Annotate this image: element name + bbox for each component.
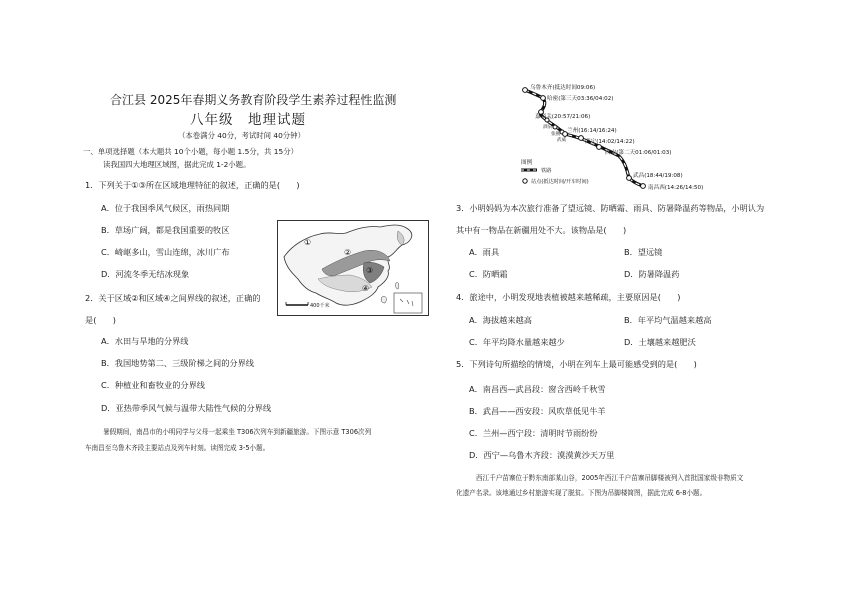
hainan-island — [381, 296, 386, 303]
section-intro: 读我国四大地理区域图，据此完成 1-2小题。 — [103, 160, 251, 169]
q4-option-c: C．年平均降水量越来越少 — [469, 337, 565, 347]
q2-option-a: A．水田与旱地的分界线 — [101, 336, 189, 346]
station-label-urumqi: 乌鲁木齐(抵达时间09:06) — [530, 85, 596, 91]
station-dot-xian — [597, 145, 602, 150]
q2-option-b: B．我国地势第二、三级阶梯之间的分界线 — [101, 358, 254, 368]
q4-stem: 4．旅途中，小明发现地表植被越来越稀疏，主要原因是( ) — [456, 292, 681, 302]
q2-option-c: C．种植业和畜牧业的分界线 — [101, 380, 205, 390]
station-dot-nanchang — [641, 184, 646, 189]
station-label-zhangye: 张掖 — [551, 132, 561, 137]
q3-option-a: A．雨具 — [469, 247, 500, 257]
station-dot-hami — [541, 96, 546, 101]
legend-station-symbol — [523, 179, 527, 183]
legend-rail-label: 铁路 — [541, 168, 552, 174]
q3-option-c: C．防晒霜 — [469, 269, 508, 279]
passage-2-line2: 车南昌至乌鲁木齐段主要站点及列车时刻。读图完成 3-5小题。 — [85, 444, 270, 452]
station-label-jiayuguan: 嘉峪关(20:57/21:06) — [535, 114, 591, 120]
q1-option-a: A．位于我国季风气候区，雨热同期 — [101, 203, 230, 213]
q2-stem-line1: 2．关于区域②和区域④之间界线的叙述，正确的 — [85, 293, 261, 303]
map-label-3: ③ — [366, 266, 374, 275]
section-heading: 一、单项选择题（本大题共 10个小题，每小题 1.5分，共 15分） — [83, 147, 298, 156]
taiwan-island — [396, 282, 399, 289]
station-dot-wuchang — [627, 176, 632, 181]
q2-option-d: D．亚热带季风气候与温带大陆性气候的分界线 — [101, 403, 272, 413]
q5-option-a: A．南昌西—武昌段：窗含西岭千秋雪 — [469, 384, 606, 394]
scale-label: 400千米 — [310, 303, 330, 309]
map-label-1: ① — [304, 238, 312, 247]
station-label-lanzhou: 兰州(16:14/16:24) — [567, 128, 617, 134]
passage-3-line2: 化遗产名录。该地通过乡村旅游实现了脱贫。下图为吊脚楼简图，据此完成 6-8小题。 — [456, 489, 707, 497]
station-label-nanchang: 南昌西(14:26/14:50) — [648, 185, 704, 191]
q3-option-b: B．望远镜 — [624, 247, 663, 257]
score-time-note: （本卷满分 40分，考试时间 40分钟） — [178, 131, 305, 140]
station-dot-urumqi — [523, 88, 528, 93]
station-dot-xining — [579, 136, 584, 141]
map-label-4: ④ — [362, 284, 370, 293]
q5-stem: 5．下列诗句所描绘的情境，小明在列车上最可能感受到的是( ) — [456, 359, 697, 369]
q1-stem: 1．下列关于①③所在区域地理特征的叙述，正确的是( ) — [85, 180, 300, 190]
q3-option-d: D．防暑降温药 — [624, 269, 680, 279]
station-label-wuchang: 武昌(18:44/19:08) — [633, 173, 683, 179]
legend-title: 图例 — [521, 160, 533, 166]
map-label-2: ② — [344, 248, 352, 257]
station-label-xining: 西宁(14:02/14:22) — [585, 139, 635, 145]
station-label-wuwei: 武威 — [557, 138, 567, 143]
passage-3-line1: 西江千户苗寨位于黔东南部某山谷，2005年西江千户苗寨吊脚楼被列入首批国家级非物质文 — [476, 474, 744, 482]
q4-option-d: D．土壤越来越肥沃 — [624, 337, 696, 347]
q3-stem-line1: 3．小明妈妈为本次旅行准备了望远镜、防晒霜、雨具、防暑降温药等物品，小明认为 — [456, 203, 765, 213]
rail-route-diagram — [515, 80, 730, 195]
q4-option-a: A．海拔越来越高 — [469, 315, 532, 325]
station-label-jiuquan: 酒泉 — [543, 125, 553, 130]
q5-option-b: B．武昌——西安段：风吹草低见牛羊 — [469, 406, 606, 416]
q4-option-b: B．年平均气温越来越高 — [624, 315, 712, 325]
passage-2-line1: 暑假期间，南昌市的小明同学与父母一起乘坐 T306次列车到新疆旅游。下图示意 T306次列 — [103, 428, 372, 436]
legend-station-label: 站点(抵达时间/开车时间) — [531, 179, 589, 185]
exam-title: 合江县 2025年春期义务教育阶段学生素养过程性监测 — [110, 93, 397, 107]
q2-stem-line2: 是( ) — [85, 315, 116, 325]
south-sea-inset — [394, 293, 422, 313]
grade-subject-title: 八年级 地理试题 — [190, 112, 306, 128]
china-map-graphic — [278, 221, 428, 315]
station-label-hami: 哈密(第三天03:36/04:02) — [547, 96, 614, 102]
q5-option-c: C．兰州—西宁段：清明时节雨纷纷 — [469, 428, 598, 438]
q3-stem-line2: 其中有一物品在新疆用处不大。该物品是( ) — [456, 225, 627, 235]
station-dot-zhangye — [553, 125, 557, 129]
china-regions-map — [277, 220, 429, 316]
q1-option-c: C．崎岖多山，雪山连绵，冰川广布 — [101, 247, 230, 257]
q5-option-d: D．西宁—乌鲁木齐段：漠漠黄沙天万里 — [469, 450, 615, 460]
q1-option-b: B．草场广阔，都是我国重要的牧区 — [101, 225, 230, 235]
q1-option-d: D．河流冬季无结冰现象 — [101, 269, 190, 279]
station-label-xian: 西安(第二天01:06/01:03) — [605, 150, 672, 156]
